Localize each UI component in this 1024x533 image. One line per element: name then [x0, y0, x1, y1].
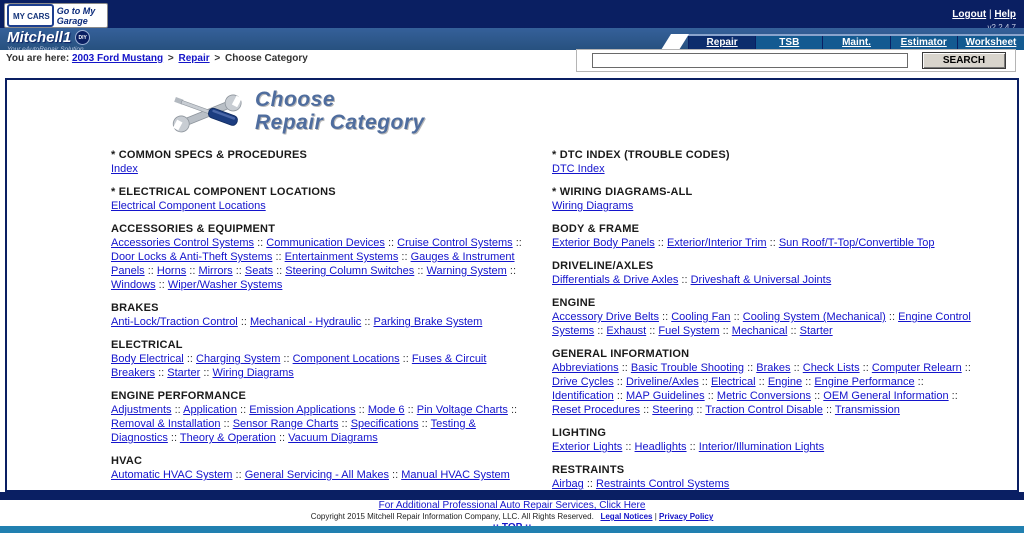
link-separator: ::: [698, 376, 711, 388]
link-separator: ::: [361, 316, 374, 328]
top-bar: [0, 0, 1024, 28]
link-separator: ::: [220, 418, 233, 430]
category-link[interactable]: Differentials & Drive Axles: [552, 274, 679, 286]
category-link[interactable]: Vacuum Diagrams: [288, 432, 378, 444]
category-title: * ELECTRICAL COMPONENT LOCATIONS: [111, 186, 336, 198]
category-link[interactable]: Metric Conversions: [716, 390, 812, 402]
category-link[interactable]: Check Lists: [802, 362, 860, 374]
my-cars-plate-label: MY CARS: [13, 12, 50, 21]
link-separator: ::: [654, 237, 667, 249]
category-section: [552, 148, 972, 176]
category-link[interactable]: Engine: [767, 376, 803, 388]
link-separator: ::: [658, 311, 672, 323]
copyright-text: Copyright 2015 Mitchell Repair Information Company, LLC. All Rights Reserved.: [310, 512, 594, 521]
category-link[interactable]: Headlights: [634, 441, 687, 453]
link-separator: ::: [414, 265, 427, 277]
category-link[interactable]: Mechanical - Hydraulic: [250, 316, 362, 328]
link-separator: ::: [404, 404, 417, 416]
link-separator: ::: [384, 237, 398, 249]
category-link[interactable]: Accessories Control Systems: [111, 237, 255, 249]
category-link[interactable]: Door Locks & Anti-Theft Systems: [111, 251, 273, 263]
category-title: * COMMON SPECS & PROCEDURES: [111, 149, 308, 161]
page-title-line2: Repair Category: [255, 111, 425, 134]
category-link[interactable]: Exterior Lights: [552, 441, 623, 453]
category-link[interactable]: Airbag: [552, 478, 584, 490]
category-link[interactable]: Drive Cycles: [552, 376, 614, 388]
link-separator: ::: [355, 404, 368, 416]
category-link[interactable]: Adjustments: [111, 404, 172, 416]
link-separator: ::: [613, 390, 626, 402]
category-section: [552, 185, 972, 213]
link-separator: ::: [506, 265, 516, 277]
help-link[interactable]: Help: [994, 9, 1016, 20]
link-separator: ::: [961, 362, 971, 374]
category-link[interactable]: Starter: [799, 325, 833, 337]
link-separator: ::: [186, 265, 199, 277]
category-section: [552, 426, 972, 454]
additional-services-link[interactable]: For Additional Professional Auto Repair Services, Click Here: [378, 500, 646, 511]
search-panel: [576, 49, 1016, 72]
category-link[interactable]: Interior/Illumination Lights: [698, 441, 825, 453]
link-separator: ::: [280, 353, 293, 365]
footer: [0, 500, 1024, 526]
category-link[interactable]: DTC Index: [552, 163, 605, 175]
category-link[interactable]: Mechanical: [731, 325, 788, 337]
category-title: BRAKES: [111, 302, 159, 314]
category-link[interactable]: Identification: [552, 390, 614, 402]
search-button[interactable]: SEARCH: [922, 52, 1006, 69]
nav-tabs: [688, 34, 1024, 50]
category-link[interactable]: Pin Voltage Charts: [416, 404, 508, 416]
category-links: [111, 468, 531, 482]
category-link[interactable]: Automatic HVAC System: [111, 469, 233, 481]
crossed-tools-icon: [167, 87, 247, 135]
category-title: ELECTRICAL: [111, 339, 183, 351]
category-link[interactable]: Restraints Control Systems: [596, 478, 730, 490]
category-section: [552, 347, 972, 417]
link-separator: ::: [155, 279, 168, 291]
category-link[interactable]: Brakes: [756, 362, 791, 374]
tab-worksheet-label[interactable]: Worksheet: [965, 37, 1017, 48]
breadcrumb-repair-link[interactable]: Repair: [178, 53, 210, 64]
category-section: [111, 301, 531, 329]
breadcrumb-separator: >: [214, 53, 221, 64]
category-links: [111, 162, 531, 176]
category-link[interactable]: Mode 6: [367, 404, 405, 416]
link-separator: ::: [418, 418, 431, 430]
link-separator: ::: [885, 311, 899, 323]
category-link[interactable]: Engine Control Systems: [552, 311, 971, 337]
link-separator: ::: [237, 316, 250, 328]
link-separator: ::: [859, 362, 872, 374]
footer-teal-bar: [0, 526, 1024, 533]
category-section: [552, 259, 972, 287]
category-section: [552, 463, 972, 491]
legal-links-separator: |: [654, 512, 657, 521]
category-link[interactable]: Entertainment Systems: [284, 251, 399, 263]
link-separator: ::: [338, 418, 351, 430]
category-links: [111, 352, 531, 380]
diy-badge-icon: DIY: [75, 30, 90, 45]
category-link[interactable]: Body Electrical: [111, 353, 184, 365]
tab-repair-label[interactable]: Repair: [706, 37, 738, 48]
category-section: [552, 222, 972, 250]
category-link[interactable]: Warning System: [426, 265, 507, 277]
link-separator: ::: [512, 237, 522, 249]
category-link[interactable]: Horns: [156, 265, 187, 277]
link-separator: ::: [640, 404, 653, 416]
category-link[interactable]: Computer Relearn: [871, 362, 962, 374]
link-separator: ::: [594, 325, 607, 337]
category-title: HVAC: [111, 455, 143, 467]
category-links: [552, 440, 972, 454]
legal-notices-link[interactable]: Legal Notices: [600, 512, 653, 521]
page-title-line1: Choose: [255, 88, 336, 111]
category-links: [552, 199, 972, 213]
category-title: * DTC INDEX (TROUBLE CODES): [552, 149, 730, 161]
category-link[interactable]: Parking Brake System: [373, 316, 483, 328]
breadcrumb-prefix: You are here:: [6, 53, 70, 64]
link-separator: ::: [686, 441, 699, 453]
tab-worksheet[interactable]: [957, 36, 1024, 50]
category-links: [552, 361, 972, 417]
garage-button-label: Go to My Garage: [56, 5, 96, 26]
category-link[interactable]: Cruise Control Systems: [397, 237, 513, 249]
category-link[interactable]: Reset Procedures: [552, 404, 641, 416]
link-separator: ::: [507, 404, 518, 416]
category-link[interactable]: Transmission: [834, 404, 900, 416]
link-separator: ::: [200, 367, 213, 379]
link-separator: ::: [790, 362, 803, 374]
link-separator: ::: [236, 404, 250, 416]
category-link[interactable]: Seats: [244, 265, 274, 277]
link-separator: ::: [678, 274, 691, 286]
category-section: [111, 222, 531, 292]
link-separator: ::: [275, 432, 289, 444]
tab-maint[interactable]: [822, 36, 889, 50]
link-separator: ::: [254, 237, 267, 249]
link-separator: ::: [730, 311, 743, 323]
tab-maint-label[interactable]: Maint.: [842, 37, 871, 48]
link-separator: ::: [171, 404, 184, 416]
category-link[interactable]: Steering Column Switches: [285, 265, 415, 277]
link-separator: ::: [755, 376, 768, 388]
link-separator: ::: [787, 325, 800, 337]
link-separator: ::: [618, 362, 631, 374]
category-link[interactable]: Basic Trouble Shooting: [630, 362, 745, 374]
category-link[interactable]: Testing & Diagnostics: [111, 418, 476, 444]
category-link[interactable]: MAP Guidelines: [626, 390, 705, 402]
category-link[interactable]: Manual HVAC System: [401, 469, 510, 481]
category-title: BODY & FRAME: [552, 223, 640, 235]
category-link[interactable]: Exterior Body Panels: [552, 237, 655, 249]
category-link[interactable]: Wiring Diagrams: [552, 200, 634, 212]
breadcrumb-separator: >: [167, 53, 174, 64]
link-separator: ::: [693, 404, 706, 416]
link-separator: ::: [399, 353, 412, 365]
link-separator: ::: [183, 353, 196, 365]
category-link[interactable]: Fuses & Circuit Breakers: [111, 353, 487, 379]
category-link[interactable]: Exhaust: [606, 325, 647, 337]
tab-repair[interactable]: [688, 36, 755, 50]
category-link[interactable]: Sun Roof/T-Top/Convertible Top: [778, 237, 935, 249]
category-link[interactable]: OEM General Information: [823, 390, 949, 402]
category-section: [111, 389, 531, 445]
category-title: ACCESSORIES & EQUIPMENT: [111, 223, 276, 235]
go-to-my-garage-button[interactable]: [4, 3, 108, 28]
page-title: [255, 88, 425, 134]
footer-navy-bar: [0, 492, 1024, 500]
category-link[interactable]: Engine Performance: [814, 376, 915, 388]
category-link[interactable]: Gauges & Instrument Panels: [111, 251, 515, 277]
link-separator: ::: [272, 251, 285, 263]
category-link[interactable]: Electrical Component Locations: [111, 200, 266, 212]
logout-link[interactable]: Logout: [952, 9, 987, 20]
category-section: [111, 454, 531, 482]
breadcrumb-vehicle-link[interactable]: 2003 Ford Mustang: [71, 53, 164, 64]
link-separator: ::: [155, 367, 168, 379]
link-separator: ::: [646, 325, 659, 337]
category-links: [111, 403, 531, 445]
search-input[interactable]: [592, 53, 908, 68]
category-title: ENGINE: [552, 297, 596, 309]
category-section: [111, 148, 531, 176]
category-title: LIGHTING: [552, 427, 607, 439]
category-title: GENERAL INFORMATION: [552, 348, 690, 360]
main-content: [5, 78, 1019, 492]
category-columns: [111, 148, 1017, 492]
category-link[interactable]: Electrical: [710, 376, 756, 388]
link-separator: ::: [744, 362, 757, 374]
category-link[interactable]: Exterior/Interior Trim: [666, 237, 767, 249]
mitchell1-logo: Mitchell1: [7, 29, 72, 46]
category-link[interactable]: Traction Control Disable: [705, 404, 823, 416]
link-separator: ::: [144, 265, 157, 277]
category-link[interactable]: Driveshaft & Universal Joints: [690, 274, 832, 286]
link-separator: ::: [719, 325, 732, 337]
category-link[interactable]: Anti-Lock/Traction Control: [111, 316, 238, 328]
category-link[interactable]: General Servicing - All Makes: [244, 469, 389, 481]
category-section: [111, 338, 531, 380]
category-link[interactable]: Mirrors: [198, 265, 233, 277]
category-title: * WIRING DIAGRAMS-ALL: [552, 186, 693, 198]
category-link[interactable]: Emission Applications: [249, 404, 356, 416]
tab-tsb[interactable]: [755, 36, 822, 50]
session-links-separator: |: [986, 9, 995, 20]
category-title: ENGINE PERFORMANCE: [111, 390, 246, 402]
category-link[interactable]: Accessory Drive Belts: [552, 311, 659, 323]
category-title: DRIVELINE/AXLES: [552, 260, 654, 272]
privacy-policy-link[interactable]: Privacy Policy: [659, 512, 714, 521]
link-separator: ::: [811, 390, 824, 402]
link-separator: ::: [167, 432, 180, 444]
link-separator: ::: [822, 404, 835, 416]
category-link[interactable]: Fuel System: [658, 325, 720, 337]
category-link[interactable]: Charging System: [196, 353, 281, 365]
category-links: [552, 236, 972, 250]
category-links: [111, 236, 531, 292]
category-link[interactable]: Driveline/Axles: [625, 376, 699, 388]
category-section: [552, 296, 972, 338]
link-separator: ::: [232, 469, 245, 481]
category-link[interactable]: Theory & Operation: [179, 432, 276, 444]
category-link[interactable]: Removal & Installation: [111, 418, 221, 430]
category-link[interactable]: Wiper/Washer Systems: [167, 279, 283, 291]
link-separator: ::: [613, 376, 626, 388]
link-separator: ::: [232, 265, 245, 277]
category-link[interactable]: Specifications: [350, 418, 419, 430]
tab-estimator-label[interactable]: Estimator: [900, 37, 947, 48]
category-link[interactable]: Wiring Diagrams: [212, 367, 294, 379]
link-separator: ::: [802, 376, 815, 388]
category-link[interactable]: Abbreviations: [552, 362, 619, 374]
category-column-left: [111, 148, 531, 492]
category-link[interactable]: Cooling System (Mechanical): [742, 311, 886, 323]
breadcrumb-current: Choose Category: [225, 53, 308, 64]
category-section: [111, 185, 531, 213]
category-links: [552, 477, 972, 491]
link-separator: ::: [914, 376, 924, 388]
link-separator: ::: [273, 265, 286, 277]
category-title: RESTRAINTS: [552, 464, 625, 476]
my-cars-plate-icon: [7, 4, 54, 27]
category-link[interactable]: Component Locations: [292, 353, 400, 365]
link-separator: ::: [948, 390, 958, 402]
category-links: [552, 273, 972, 287]
link-separator: ::: [583, 478, 597, 490]
link-separator: ::: [622, 441, 635, 453]
category-link[interactable]: Index: [111, 163, 138, 175]
category-link[interactable]: Windows: [111, 279, 156, 291]
link-separator: ::: [704, 390, 717, 402]
tab-estimator[interactable]: [890, 36, 957, 50]
page-header: [167, 86, 1017, 136]
category-link[interactable]: Application: [183, 404, 237, 416]
link-separator: ::: [398, 251, 411, 263]
category-link[interactable]: Cooling Fan: [671, 311, 731, 323]
category-links: [552, 310, 972, 338]
link-separator: ::: [766, 237, 779, 249]
tab-tsb-label[interactable]: TSB: [779, 37, 800, 48]
category-links: [552, 162, 972, 176]
category-link[interactable]: Steering: [652, 404, 694, 416]
category-column-right: [552, 148, 972, 492]
category-links: [111, 315, 531, 329]
link-separator: ::: [388, 469, 402, 481]
category-link[interactable]: Communication Devices: [266, 237, 385, 249]
category-links: [111, 199, 531, 213]
category-link[interactable]: Starter: [167, 367, 201, 379]
category-link[interactable]: Sensor Range Charts: [232, 418, 339, 430]
